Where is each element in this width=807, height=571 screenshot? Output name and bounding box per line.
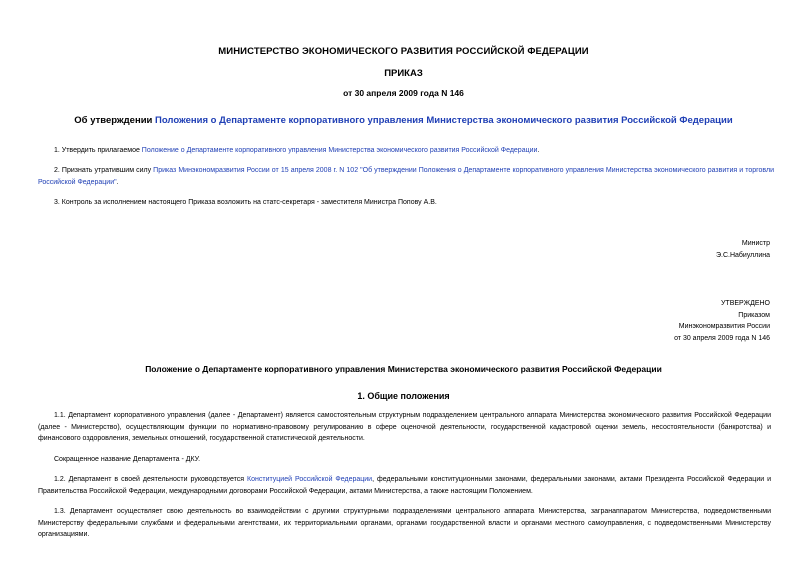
paragraph-1-3: 1.3. Департамент осуществляет свою деятельность во взаимодействии с другими структурными подразделениями центрального аппарата Министерства, загранаппаратом Министерства, подведомственными Министерству федеральными службами и федеральными агентствами, их территориальными органами, органами государственной власти и органами местного самоуправления, с подведомственными Министерству организациями. — [38, 508, 771, 539]
order-date-number: от 30 апреля 2009 года N 146 — [343, 88, 464, 98]
item1-regulation-link[interactable]: Положение о Департаменте корпоративного управления Министерства экономического развития Российской Федерации — [141, 147, 538, 154]
order-item-1 — [54, 145, 539, 157]
regulation-title: Положение о Департаменте корпоративного управления Министерства экономического развития Российской Федерации — [145, 364, 662, 374]
approval-line-3: Минэкономразвития России — [678, 323, 770, 331]
signature-position: Министр — [741, 240, 770, 247]
approval-line-1: УТВЕРЖДЕНО — [720, 300, 770, 307]
signature-name: Э.С.Набиуллина — [715, 251, 770, 259]
order-item-2 — [38, 165, 774, 188]
order-title-link[interactable]: Положения о Департаменте корпоративного управления Министерства экономического развития Российской Федерации — [155, 115, 733, 126]
section-1-title: 1. Общие положения — [357, 391, 450, 401]
paragraph-1-1: 1.1. Департамент корпоративного управления (далее - Департамент) является самостоятельным структурным подразделением центрального аппарата Министерства экономического развития Российской Федерации (далее - Министерство), осуществляющим функции по нормативно-правовому регулированию в сфере оценочной деятельности, государственной кадастровой оценки земель, несостоятельности (банкротства) и финансового оздоровления, земельных отношений, государственной статистической деятельности. — [38, 412, 771, 443]
order-title — [0, 115, 807, 126]
item2-repealed-order-link[interactable]: Приказ Минэкономразвития России от 15 апреля 2008 г. N 102 "Об утверждении Положения о Департаменте корпоративного управления Министерства экономического развития и торговли Российской Федерации" — [38, 167, 774, 186]
item2-prefix: 2. Признать утратившим силу — [54, 167, 154, 174]
item1-prefix: 1. Утвердить прилагаемое — [54, 147, 142, 154]
approval-stamp — [674, 298, 770, 344]
approval-line-2: Приказом — [738, 311, 770, 319]
p1-2-prefix: 1.2. Департамент в своей деятельности руководствуется — [54, 476, 248, 483]
item1-suffix: . — [537, 147, 540, 154]
paragraph-1-2 — [38, 474, 771, 497]
short-name-paragraph: Сокращенное название Департамента - ДКУ. — [54, 456, 201, 463]
document-type-heading: ПРИКАЗ — [384, 68, 423, 79]
approval-line-4: от 30 апреля 2009 года N 146 — [674, 334, 770, 342]
constitution-link[interactable]: Конституцией Российской Федерации — [247, 476, 373, 483]
order-title-prefix: Об утверждении — [74, 115, 156, 126]
order-item-3: 3. Контроль за исполнением настоящего Приказа возложить на статс-секретаря - заместителя Министра Попову А.В. — [54, 199, 437, 206]
ministry-heading: МИНИСТЕРСТВО ЭКОНОМИЧЕСКОГО РАЗВИТИЯ РОССИЙСКОЙ ФЕДЕРАЦИИ — [218, 46, 589, 57]
item2-suffix: . — [116, 178, 119, 186]
minister-signature — [716, 238, 770, 261]
p1-2-suffix: , федеральными конституционными законами, федеральными законами, актами Президента Российской Федерации и Правительства Российской Федерации, международными договорами Российской Федерации, актами Министерства, а также настоящим Положением. — [38, 476, 771, 495]
